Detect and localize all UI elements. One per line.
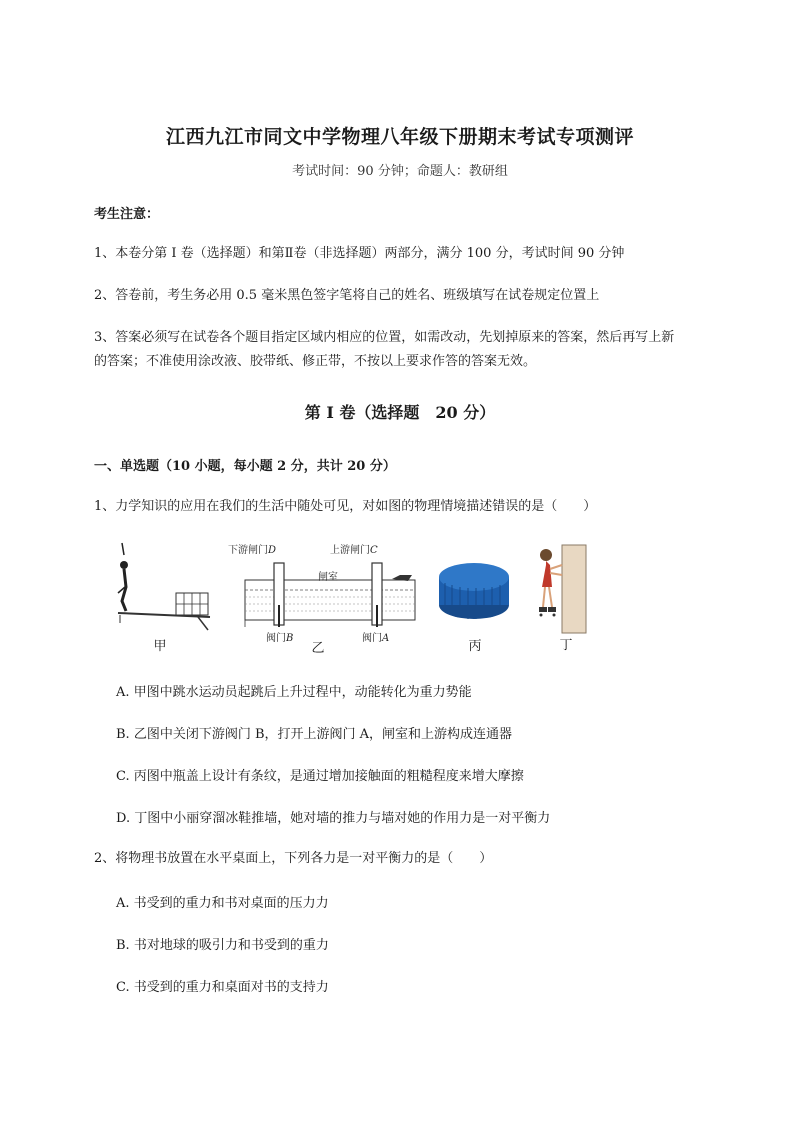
question-1-option-a[interactable]: A. 甲图中跳水运动员起跳后上升过程中，动能转化为重力势能 [116, 685, 472, 700]
question-1-option-b[interactable]: B. 乙图中关闭下游阀门 B，打开上游阀门 A，闸室和上游构成连通器 [116, 727, 513, 742]
girl-wall-illustration [539, 545, 586, 633]
question-1-option-c[interactable]: C. 丙图中瓶盖上设计有条纹，是通过增加接触面的粗糙程度来增大摩擦 [116, 769, 524, 784]
notice-heading: 考生注意： [94, 207, 160, 222]
question-2-option-a[interactable]: A. 书受到的重力和书对桌面的压力力 [116, 896, 329, 911]
question-2-stem: 2、将物理书放置在水平桌面上，下列各力是一对平衡力的是（ ） [94, 851, 493, 866]
notice-item-2: 2、答卷前，考生务必用 0.5 毫米黑色签字笔将自己的姓名、班级填写在试卷规定位置上 [94, 288, 600, 303]
svg-text:阀门B: 阀门B [266, 633, 294, 644]
part-heading: 一、单选题（10 小题，每小题 2 分，共计 20 分） [94, 459, 396, 474]
section-title: 第 I 卷（选择题 20 分） [304, 403, 496, 422]
notice-item-3: 3、答案必须写在试卷各个题目指定区域内相应的位置，如需改动，先划掉原来的答案，然后再写上新 [94, 330, 675, 345]
svg-text:阀门A: 阀门A [362, 633, 390, 644]
notice-item-1: 1、本卷分第 I 卷（选择题）和第Ⅱ卷（非选择题）两部分，满分 100 分，考试时间 90 分钟 [94, 246, 625, 261]
ship-lock-illustration [228, 543, 415, 644]
exam-title: 江西九江市同文中学物理八年级下册期末考试专项测评 [165, 126, 634, 148]
diver-illustration [118, 543, 210, 630]
exam-subtitle: 考试时间：90 分钟；命题人：教研组 [292, 164, 508, 179]
figure-label-ding: 丁 [559, 638, 573, 653]
question-1-stem: 1、力学知识的应用在我们的生活中随处可见，对如图的物理情境描述错误的是（ ） [94, 499, 597, 514]
figure-label-bing: 丙 [468, 639, 482, 654]
figure-label-jia: 甲 [153, 639, 167, 654]
svg-text:下游闸门D: 下游闸门D [228, 545, 277, 556]
svg-text:上游闸门C: 上游闸门C [330, 545, 378, 556]
notice-item-3-cont: 的答案；不准使用涂改液、胶带纸、修正带，不按以上要求作答的答案无效。 [94, 354, 537, 369]
figure-label-yi: 乙 [311, 641, 325, 656]
svg-text:闸室: 闸室 [318, 572, 338, 583]
bottle-cap-illustration [439, 563, 509, 619]
question-2-option-b[interactable]: B. 书对地球的吸引力和书受到的重力 [116, 938, 329, 953]
question-2-option-c[interactable]: C. 书受到的重力和桌面对书的支持力 [116, 980, 329, 995]
question-1-option-d[interactable]: D. 丁图中小丽穿溜冰鞋推墙，她对墙的推力与墙对她的作用力是一对平衡力 [116, 811, 551, 826]
